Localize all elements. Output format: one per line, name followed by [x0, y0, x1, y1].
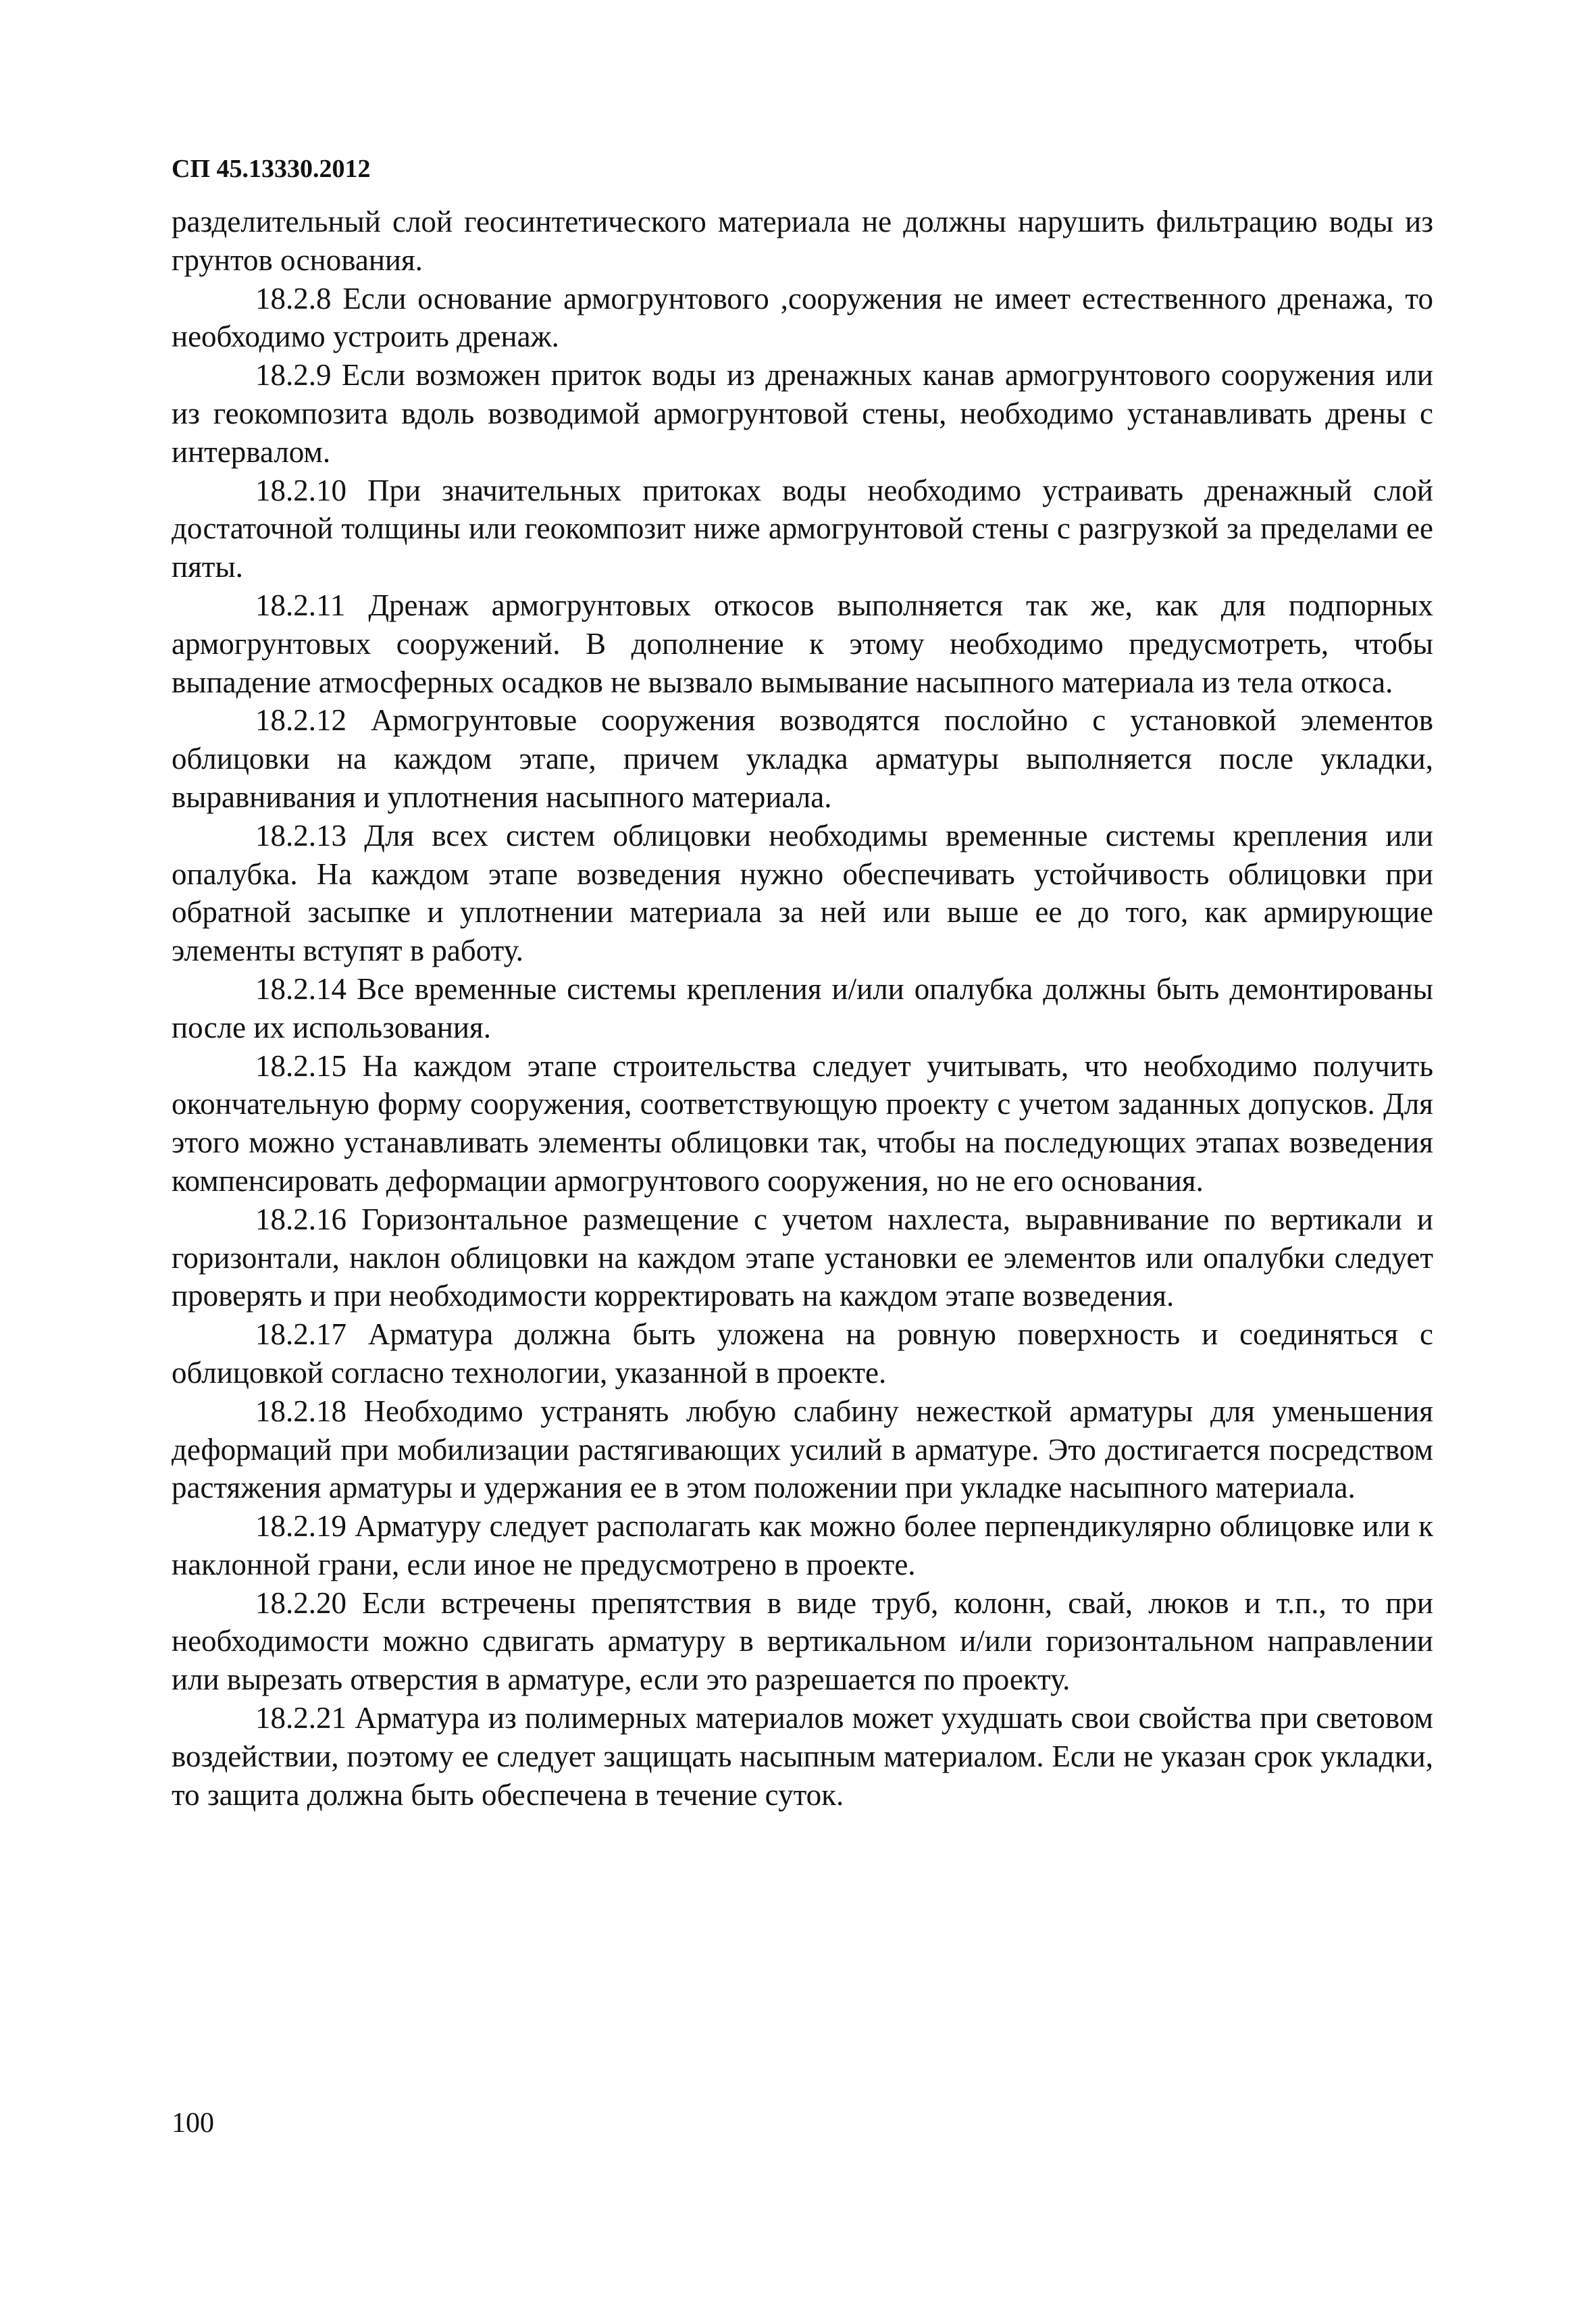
- paragraph-18-2-8: 18.2.8 Если основание армогрунтового ,сооружения не имеет естественного дренажа, то необходимо устроить дренаж.: [172, 281, 1433, 354]
- paragraph-18-2-21: 18.2.21 Арматура из полимерных материалов может ухудшать свои свойства при световом воздействии, поэтому ее следует защищать насыпным материалом. Если не указан срок укладки, то защита должна быть обеспечена в течение суток.: [172, 1701, 1433, 1812]
- document-code: СП 45.13330.2012: [172, 155, 371, 183]
- paragraph-18-2-17: 18.2.17 Арматура должна быть уложена на ровную поверхность и соединяться с облицовкой согласно технологии, указанной в проекте.: [172, 1317, 1433, 1390]
- paragraph-18-2-19: 18.2.19 Арматуру следует располагать как можно более перпендикулярно облицовке или к наклонной грани, если иное не предусмотрено в проекте.: [172, 1509, 1433, 1581]
- paragraph-18-2-9: 18.2.9 Если возможен приток воды из дренажных канав армогрунтового сооружения или из геокомпозита вдоль возводимой армогрунтовой стены, необходимо устанавливать дрены с интервалом.: [172, 358, 1433, 469]
- paragraph-18-2-20: 18.2.20 Если встречены препятствия в виде труб, колонн, свай, люков и т.п., то при необходимости можно сдвигать арматуру в вертикальном и/или горизонтальном направлении или вырезать отверстия в арматуре, если это разрешается по проекту.: [172, 1585, 1433, 1697]
- paragraph-18-2-16: 18.2.16 Горизонтальное размещение с учетом нахлеста, выравнивание по вертикали и горизонтали, наклон облицовки на каждом этапе установки ее элементов или опалубки следует проверять и при необходимости корректировать на каждом этапе возведения.: [172, 1202, 1433, 1313]
- page-body: [172, 203, 1433, 1814]
- paragraph-18-2-13: 18.2.13 Для всех систем облицовки необходимы временные системы крепления или опалубка. На каждом этапе возведения нужно обеспечивать устойчивость облицовки при обратной засыпке и уплотнении материала за ней или выше ее до того, как армирующие элементы вступят в работу.: [172, 818, 1433, 968]
- paragraph-18-2-15: 18.2.15 На каждом этапе строительства следует учитывать, что необходимо получить окончательную форму сооружения, соответствующую проекту с учетом заданных допусков. Для этого можно устанавливать элементы облицовки так, чтобы на последующих этапах возведения компенсировать деформации армогрунтового сооружения, но не его основания.: [172, 1048, 1433, 1198]
- page-number: 100: [172, 2108, 214, 2139]
- paragraph-18-2-10: 18.2.10 При значительных притоках воды необходимо устраивать дренажный слой достаточной толщины или геокомпозит ниже армогрунтовой стены с разгрузкой за пределами ее пяты.: [172, 473, 1433, 584]
- paragraph-18-2-11: 18.2.11 Дренаж армогрунтовых откосов выполняется так же, как для подпорных армогрунтовых сооружений. В дополнение к этому необходимо предусмотреть, чтобы выпадение атмосферных осадков не вызвало вымывание насыпного материала из тела откоса.: [172, 588, 1433, 699]
- paragraph-18-2-14: 18.2.14 Все временные системы крепления и/или опалубка должны быть демонтированы после их использования.: [172, 971, 1433, 1044]
- paragraph-18-2-18: 18.2.18 Необходимо устранять любую слабину нежесткой арматуры для уменьшения деформаций при мобилизации растягивающих усилий в арматуре. Это достигается посредством растяжения арматуры и удержания ее в этом положении при укладке насыпного материала.: [172, 1394, 1433, 1505]
- paragraph-18-2-12: 18.2.12 Армогрунтовые сооружения возводятся послойно с установкой элементов облицовки на каждом этапе, причем укладка арматуры выполняется после укладки, выравнивания и уплотнения насыпного материала.: [172, 703, 1433, 814]
- paragraph-continuation: разделительный слой геосинтетического материала не должны нарушить фильтрацию воды из грунтов основания.: [172, 205, 1433, 277]
